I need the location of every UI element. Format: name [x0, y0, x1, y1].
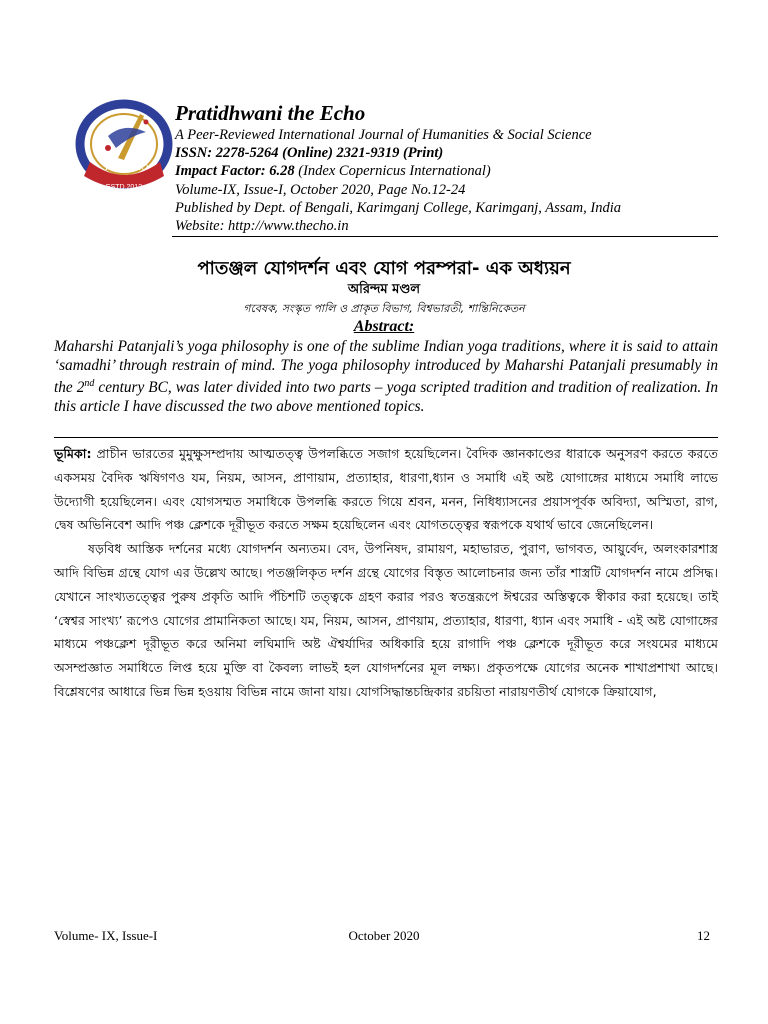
footer-page-number: 12: [697, 928, 710, 943]
body-paragraph-2: ষড়বিধ আস্তিক দর্শনের মধ্যে যোগদর্শন অন্যতম। বেদ, উপনিষদ, রামায়ণ, মহাভারত, পুরাণ, ভাগবত, আয়ুর্বেদ, অলংকারশাস্ত্র আদি বিভিন্ন গ্রন্থে যোগ এর উল্লেখ আছে। পতঞ্জলিকৃত দর্শন গ্রন্থে যোগের বিস্তৃত আলোচনার জন্য তাঁর শাস্ত্রটি যোগদর্শন নামে প্রসিদ্ধ। যেখানে সাংখ্যতত্ত্বের পুরুষ প্রকৃতি আদি পঁচিশটি তত্ত্বকে গ্রহণ করার পরও স্বতন্ত্ররূপে ঈশ্বরের অস্তিত্বকে স্বীকার করা হয়েছে। তাই ‘স্বেশ্বর সাংখ্য’ রূপেও যোগের প্রামানিকতা আছে। যম, নিয়ম, আসন, প্রাণয়াম, প্রত্যাহার, ধারণা, ধ্যান এবং সমাধি - এই অষ্ট যোগাঙ্গের মাধ্যমে পঞ্চক্লেশ দূরীভূত করে অনিমা লঘিমাদি অষ্ট ঐশ্বর্যাদির অধিকারি হয়ে রাগাদি পঞ্চ ক্লেশকে দূরীভূত করে সংযমের মাধ্যমে অসম্প্রজ্ঞাত সমাধিতে লিপ্ত হয়ে মুক্তি বা কৈবল্য লাভই হল যোগদর্শনের মূল লক্ষ্য। প্রকৃতপক্ষে যোগের অনেক শাখাপ্রশাখা আছে। বিশ্লেষণের আধারে ভিন্ন ভিন্ন হওয়ায় বিভিন্ন নামে জানা যায়। যোগসিদ্ধান্তচন্দ্রিকার রচয়িতা নারায়ণতীর্থ যোগকে ক্রিয়াযোগ,: [54, 541, 718, 699]
journal-impact: [175, 162, 720, 180]
body-paragraph-1: [54, 442, 718, 537]
body-paragraph-1-text: প্রাচীন ভারতের মুমুক্ষুসম্প্রদায় আত্মতত্ত্ব উপলব্ধিতে সজাগ হয়েছিলেন। বৈদিক জ্ঞানকাণ্ডের ধারাকে অনুসরণ করতে করতে একসময় বৈদিক ঋষিগণও যম, নিয়ম, আসন, প্রাণায়াম, প্রত্যাহার, ধারণা,ধ্যান ও সমাধি এই অষ্ট যোগাঙ্গের মাধ্যমে সমাধি লাভে উদ্যোগী হয়েছিলেন। এবং যোগসম্মত সমাধিকে উপলব্ধি করতে গিয়ে শ্রবন, মনন, নিধিধ্যাসনের প্রয়াসপূর্বক অবিদ্যা, অস্মিতা, রাগ, দ্বেষ অভিনিবেশ আদি পঞ্চ ক্লেশকে দূরীভূত করতে সক্ষম হয়েছিলেন এবং যোগতত্ত্বের স্বরূপকে যথার্থ ভাবে জেনেছিলেন।: [54, 446, 718, 533]
logo-ring-text: THE ECHO: [104, 162, 148, 172]
body-lead: ভূমিকা:: [54, 446, 92, 461]
journal-issn: ISSN: 2278-5264 (Online) 2321-9319 (Print): [175, 145, 444, 162]
article-author: অরিন্দম মণ্ডল: [347, 282, 421, 297]
abstract-rule: [54, 437, 718, 438]
impact-label: Impact Factor: 6.28: [175, 163, 295, 180]
article-body: [54, 442, 718, 704]
journal-header: [175, 100, 720, 235]
journal-publisher: Published by Dept. of Bengali, Karimganj College, Karimganj, Assam, India: [175, 199, 621, 216]
abstract-body: [54, 338, 718, 416]
logo-est-text: ESTD.2012: [105, 184, 143, 191]
abstract-text-a: Maharshi Patanjali’s yoga philosophy is one of the sublime Indian yoga traditions, where it is said to attain ‘samadhi’ through restrain of mind. The yoga philosophy introduced by Maharshi Patanjali presumably in the 2: [54, 338, 718, 397]
journal-subtitle: A Peer-Reviewed International Journal of Humanities & Social Science: [175, 127, 592, 143]
abstract-text-b: century BC, was later divided into two parts – yoga scripted tradition and tradition of realization. In this article I have discussed the two above mentioned topics.: [54, 379, 718, 415]
abstract-heading: Abstract:: [353, 318, 415, 335]
header-rule: [172, 236, 718, 237]
article-title: পাতঞ্জল যোগদর্শন এবং যোগ পরম্পরা- এক অধ্যয়ন: [197, 258, 571, 279]
footer-date: October 2020: [348, 928, 420, 943]
impact-index: (Index Copernicus International): [294, 163, 491, 180]
article-affiliation: গবেষক, সংস্কৃত পালি ও প্রাকৃত বিভাগ, বিশ্বভারতী, শান্তিনিকেতন: [243, 302, 525, 315]
journal-title: Pratidhwani the Echo: [175, 101, 366, 125]
journal-logo: [68, 92, 180, 202]
footer-volume: Volume- IX, Issue-I: [54, 928, 158, 943]
abstract-sup: nd: [84, 378, 95, 390]
journal-echo-logo-icon: [80, 104, 168, 188]
journal-volume: Volume-IX, Issue-I, October 2020, Page No.12-24: [175, 181, 466, 198]
journal-website[interactable]: Website: http://www.thecho.in: [175, 218, 349, 235]
